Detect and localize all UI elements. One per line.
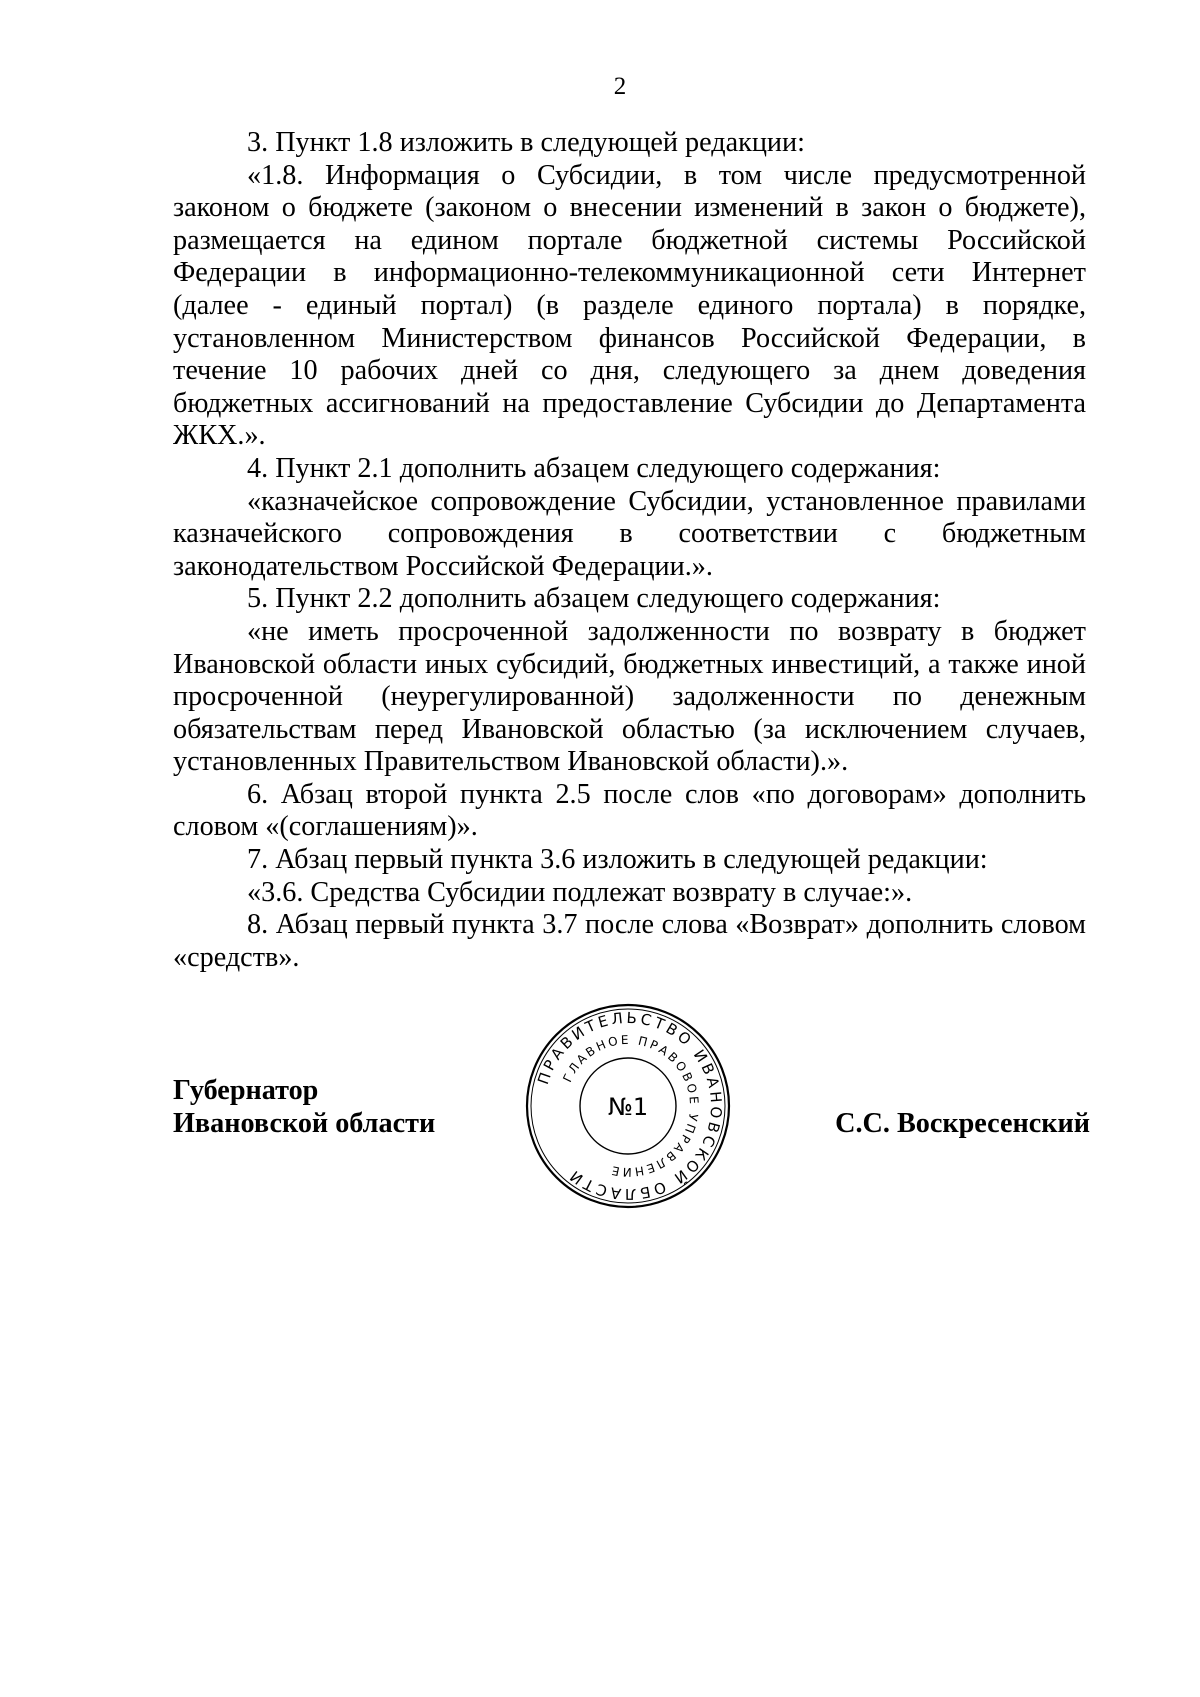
seal-inner-text: ГЛАВНОЕ ПРАВОВОЕ УПРАВЛЕНИЕ [560,1032,702,1180]
paragraph-item-8: 8. Абзац первый пункта 3.7 после слова «Возврат» дополнить словом «средств». [173,909,1086,973]
paragraph-item-7-heading: 7. Абзац первый пункта 3.6 изложить в следующей редакции: [247,844,988,876]
signatory-title-line1: Губернатор [173,1075,319,1106]
paragraph-item-5-heading: 5. Пункт 2.2 дополнить абзацем следующего содержания: [247,583,941,615]
signatory-name: С.С. Воскресенский [835,1108,1090,1139]
paragraph-item-2-1-text: «казначейское сопровождение Субсидии, установленное правилами казначейского сопровождения в соответствии с бюджетным законодательством Российской Федерации.». [173,485,1086,582]
paragraph-item-1-8-text: «1.8. Информация о Субсидии, в том числе предусмотренной законом о бюджете (законом о внесении изменений в закон о бюджете), размещается на едином портале бюджетной системы Российской Федерации в информационно-телекоммуникационной сети Интернет (далее - единый портал) (в разделе единого портала) в порядке, установленном Министерством финансов Российской Федерации, в течение 10 рабочих дней со дня, следующего за днем доведения бюджетных ассигнований на предоставление Субсидии до Департамента ЖКХ.». [173,159,1086,452]
seal-center-text: №1 [607,1093,649,1121]
document-body [173,127,1086,974]
page-number: 2 [613,73,627,100]
signatory-title-line2: Ивановской области [173,1107,436,1139]
paragraph-item-3-6-text: «3.6. Средства Субсидии подлежат возврату в случае:». [247,876,913,908]
seal-outer-text: ПРАВИТЕЛЬСТВО ИВАНОВСКОЙ ОБЛАСТИ [534,1008,726,1204]
paragraph-item-4-heading: 4. Пункт 2.1 дополнить абзацем следующего содержания: [247,452,941,484]
official-seal [523,1001,733,1211]
paragraph-item-2-2-text: «не иметь просроченной задолженности по возврату в бюджет Ивановской области иных субсидий, бюджетных инвестиций, а также иной просроченной (неурегулированной) задолженности по денежным обязательствам перед Ивановской областью (за исключением случаев, установленных Правительством Ивановской области).». [173,615,1086,778]
paragraph-item-6: 6. Абзац второй пункта 2.5 после слов «по договорам» дополнить словом «(соглашениям)». [173,778,1086,843]
paragraph-item-3-heading: 3. Пункт 1.8 изложить в следующей редакции: [247,127,805,158]
signatory-title [173,1075,435,1140]
